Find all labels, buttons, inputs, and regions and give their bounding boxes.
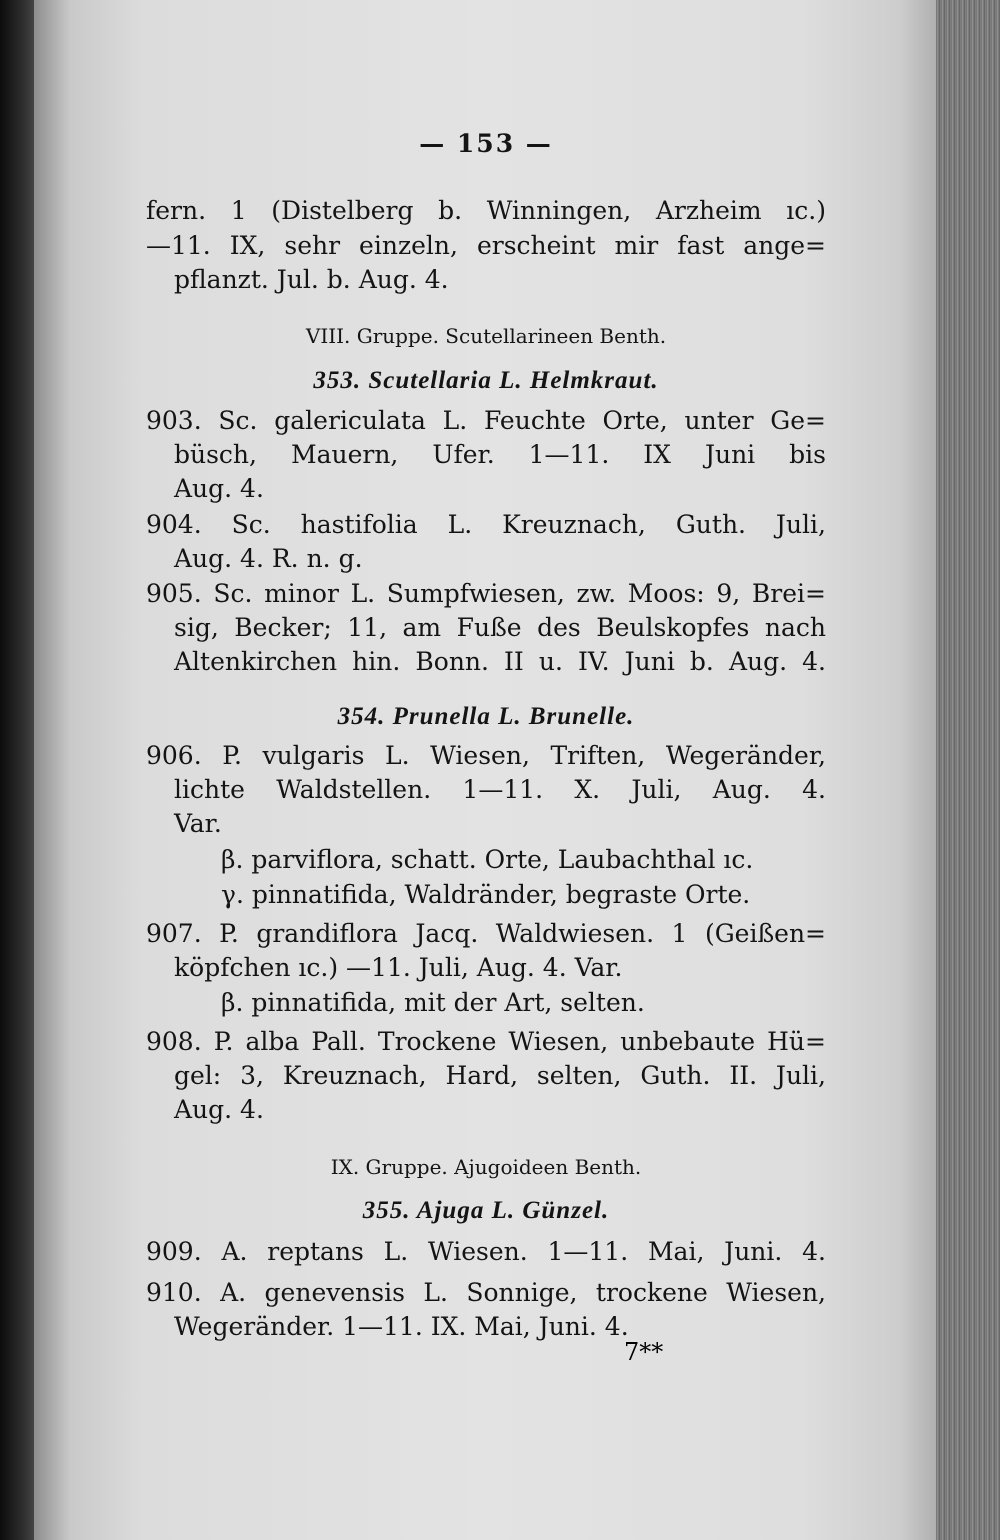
text-line: büsch, Mauern, Ufer. 1—11. IX Juni bis [174,440,826,469]
genus-heading [146,698,826,734]
variety-line: γ. pinnatifida, Waldränder, begraste Orte. [221,880,751,909]
genus-heading [146,1192,826,1228]
entry-line: 903. Sc. galericulata L. Feuchte Orte, unter Ge= [146,406,826,435]
book-page [34,0,936,1540]
text-line: gel: 3, Kreuznach, Hard, selten, Guth. II. Juli, [174,1061,826,1090]
section-heading: IX. Gruppe. Ajugoideen Benth. [330,1155,642,1179]
genus-heading-text: 354. Prunella L. Brunelle. [337,703,635,730]
text-line: sig, Becker; 11, am Fuße des Beulskopfes nach [174,613,826,642]
text-line: —11. IX, sehr einzeln, erscheint mir fast ange= [146,231,826,260]
entry-line: 907. P. grandiflora Jacq. Waldwiesen. 1 (Geißen= [146,919,826,948]
section-heading: VIII. Gruppe. Scutellarineen Benth. [305,324,667,348]
text-line: Altenkirchen hin. Bonn. II u. IV. Juni b. Aug. 4. [174,647,826,676]
entry-line: 908. P. alba Pall. Trockene Wiesen, unbebaute Hü= [146,1027,826,1056]
book-page-edges [936,0,1000,1540]
text-line: Aug. 4. [174,1095,264,1124]
genus-heading [146,362,826,398]
genus-heading-text: 353. Scutellaria L. Helmkraut. [313,367,659,394]
text-line: köpfchen ıc.) —11. Juli, Aug. 4. Var. [174,953,623,982]
entry-line: 909. A. reptans L. Wiesen. 1—11. Mai, Juni. 4. [146,1237,826,1266]
text-line: Wegeränder. 1—11. IX. Mai, Juni. 4. [174,1312,629,1341]
text-line: fern. 1 (Distelberg b. Winningen, Arzheim ıc.) [146,196,826,225]
variety-line: β. parviflora, schatt. Orte, Laubachthal ıc. [221,845,754,874]
text-line: Var. [174,809,222,838]
entry-line: 904. Sc. hastifolia L. Kreuznach, Guth. Juli, [146,510,826,539]
variety-line: β. pinnatifida, mit der Art, selten. [221,988,645,1017]
text-line: lichte Waldstellen. 1—11. X. Juli, Aug. 4. [174,775,826,804]
entry-line: 905. Sc. minor L. Sumpfwiesen, zw. Moos: 9, Brei= [146,579,826,608]
entry-line: 906. P. vulgaris L. Wiesen, Triften, Wegeränder, [146,741,826,770]
text-line: Aug. 4. [174,474,264,503]
text-line: pflanzt. Jul. b. Aug. 4. [174,265,449,294]
text-line: Aug. 4. R. n. g. [174,544,363,573]
page-number: — 153 — [419,129,553,158]
genus-heading-text: 355. Ajuga L. Günzel. [362,1197,610,1224]
printer-signature-mark: 7** [624,1338,664,1366]
entry-line: 910. A. genevensis L. Sonnige, trockene Wiesen, [146,1278,826,1307]
